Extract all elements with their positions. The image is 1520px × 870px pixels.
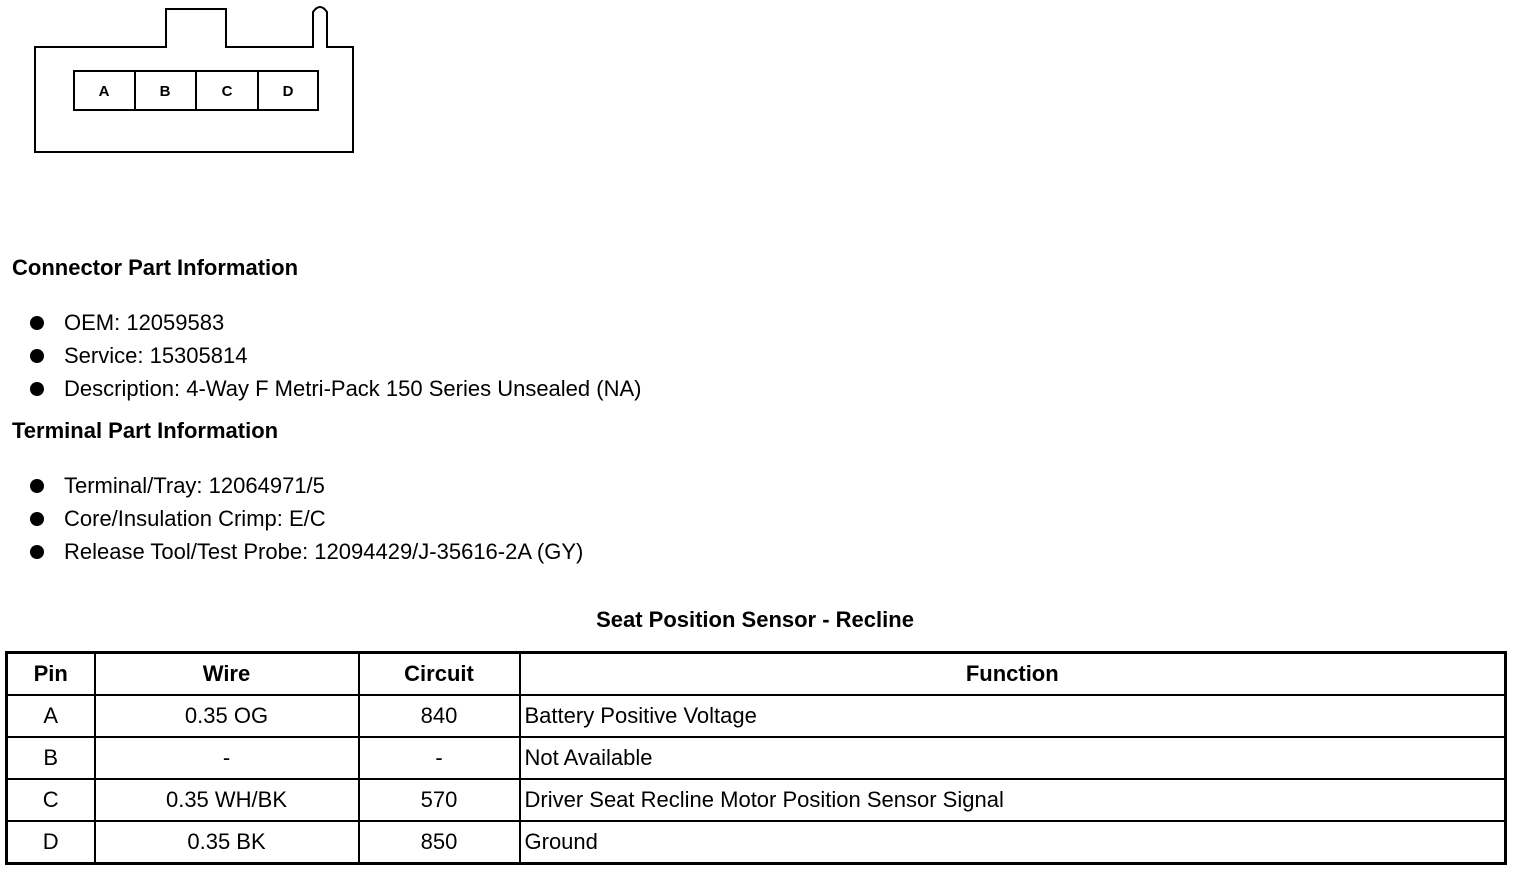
pin-label-a: A	[98, 83, 110, 100]
cell-pin: B	[7, 737, 95, 779]
list-item: Service: 15305814	[28, 339, 641, 372]
bullet-icon	[30, 479, 44, 493]
table-row	[7, 821, 1506, 864]
pin-label-c: C	[221, 83, 233, 100]
column-header-function: Function	[520, 653, 1506, 696]
cell-function: Not Available	[520, 737, 1506, 779]
bullet-icon	[30, 349, 44, 363]
pin-label-b: B	[159, 83, 171, 100]
list-item: OEM: 12059583	[28, 306, 641, 339]
column-header-circuit: Circuit	[359, 653, 520, 696]
cell-circuit: 570	[359, 779, 520, 821]
table-row	[7, 695, 1506, 737]
list-item: Core/Insulation Crimp: E/C	[28, 502, 583, 535]
cell-wire: -	[95, 737, 359, 779]
pin-label-d: D	[282, 83, 294, 100]
bullet-icon	[30, 316, 44, 330]
cell-function: Battery Positive Voltage	[520, 695, 1506, 737]
column-header-wire: Wire	[95, 653, 359, 696]
terminal-info-list	[28, 469, 583, 568]
bullet-icon	[30, 512, 44, 526]
cell-pin: D	[7, 821, 95, 864]
list-item: Terminal/Tray: 12064971/5	[28, 469, 583, 502]
cell-circuit: 840	[359, 695, 520, 737]
table-header-row	[7, 653, 1506, 696]
cell-wire: 0.35 WH/BK	[95, 779, 359, 821]
bullet-icon	[30, 382, 44, 396]
terminal-info-heading: Terminal Part Information	[12, 418, 279, 443]
cell-function: Driver Seat Recline Motor Position Sensor Signal	[520, 779, 1506, 821]
cell-pin: C	[7, 779, 95, 821]
connector-body-outline	[35, 7, 353, 152]
table-row	[7, 737, 1506, 779]
column-header-pin: Pin	[7, 653, 95, 696]
connector-diagram	[0, 0, 400, 170]
cell-wire: 0.35 BK	[95, 821, 359, 864]
table-row	[7, 779, 1506, 821]
connector-info-heading: Connector Part Information	[12, 255, 299, 280]
table-title: Seat Position Sensor - Recline	[596, 607, 914, 632]
pinout-table	[5, 651, 1507, 865]
cell-circuit: 850	[359, 821, 520, 864]
cell-circuit: -	[359, 737, 520, 779]
bullet-icon	[30, 545, 44, 559]
list-item: Release Tool/Test Probe: 12094429/J-35616-2A (GY)	[28, 535, 583, 568]
cell-pin: A	[7, 695, 95, 737]
cell-function: Ground	[520, 821, 1506, 864]
cell-wire: 0.35 OG	[95, 695, 359, 737]
connector-info-list	[28, 306, 641, 405]
list-item: Description: 4-Way F Metri-Pack 150 Series Unsealed (NA)	[28, 372, 641, 405]
